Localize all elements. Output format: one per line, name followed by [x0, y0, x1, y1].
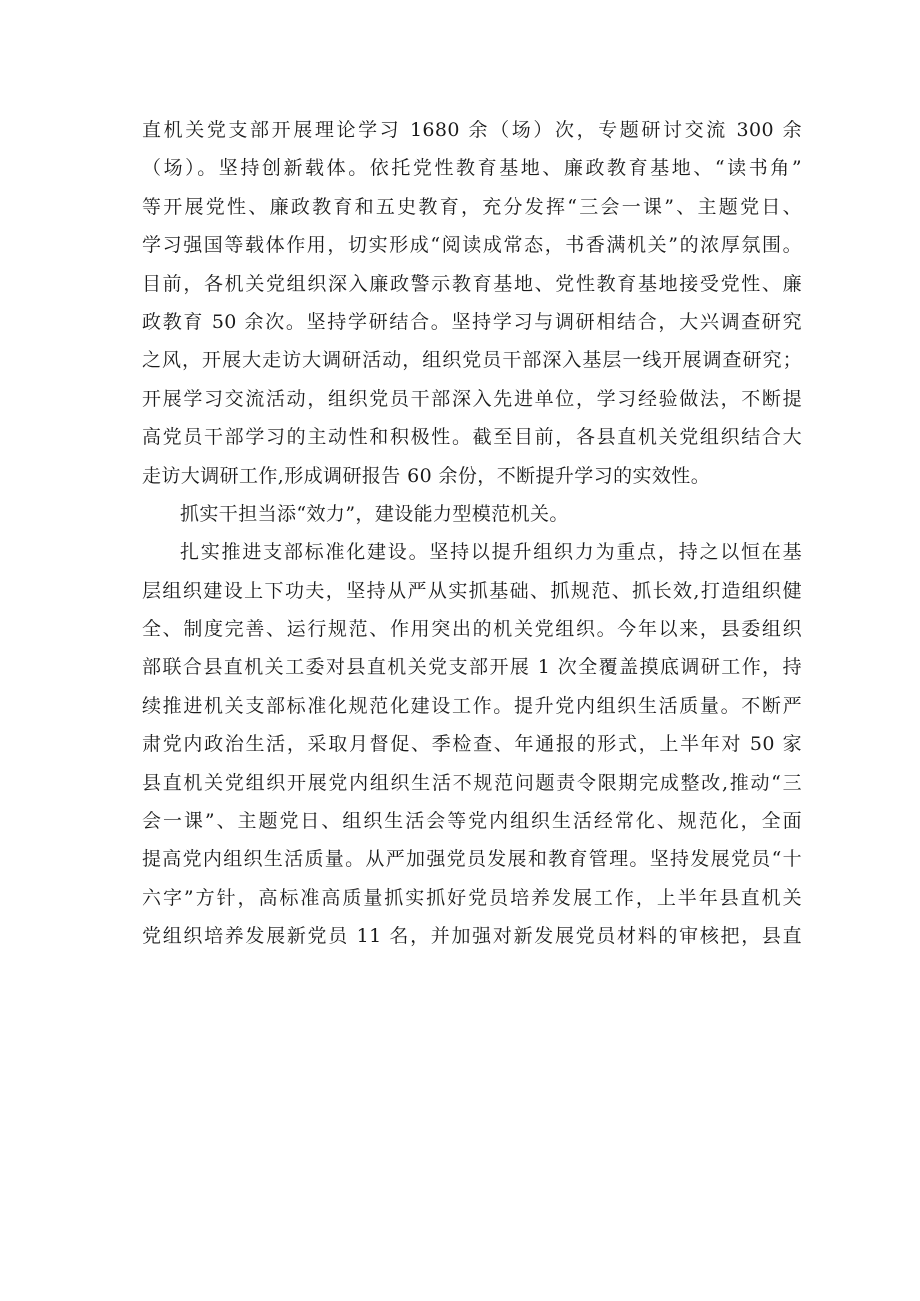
paragraph-first-line: 扎实推进支部标准化建设。坚持以提升组织力为重点，持之以恒在基	[180, 541, 802, 564]
text-line: 目前，各机关党组织深入廉政警示教育基地、党性教育基地接受党性、廉	[142, 272, 802, 295]
document-body	[142, 111, 802, 956]
text-line: 肃党内政治生活，采取月督促、季检查、年通报的形式，上半年对 50 家	[142, 733, 802, 756]
section-heading: 抓实干担当添“效力”，建设能力型模范机关。	[180, 502, 569, 525]
text-line: 走访大调研工作,形成调研报告 60 余份，不断提升学习的实效性。	[142, 464, 711, 487]
text-line: 会一课”、主题党日、组织生活会等党内组织生活经常化、规范化，全面	[142, 810, 802, 833]
text-line: 等开展党性、廉政教育和五史教育，充分发挥“三会一课”、主题党日、	[142, 195, 802, 218]
text-line: 党组织培养发展新党员 11 名，并加强对新发展党员材料的审核把，县直	[142, 925, 802, 948]
text-line: 政教育 50 余次。坚持学研结合。坚持学习与调研相结合，大兴调查研究	[142, 310, 802, 333]
text-line: 续推进机关支部标准化规范化建设工作。提升党内组织生活质量。不断严	[142, 694, 802, 717]
text-line: 开展学习交流活动，组织党员干部深入先进单位，学习经验做法，不断提	[142, 387, 802, 410]
text-line: 部联合县直机关工委对县直机关党支部开展 1 次全覆盖摸底调研工作，持	[142, 656, 802, 679]
text-line: 层组织建设上下功夫，坚持从严从实抓基础、抓规范、抓长效,打造组织健	[142, 579, 802, 602]
text-line: 直机关党支部开展理论学习 1680 余（场）次，专题研讨交流 300 余	[142, 119, 802, 141]
text-line: 六字”方针，高标准高质量抓实抓好党员培养发展工作，上半年县直机关	[142, 886, 802, 909]
text-line: （场）。坚持创新载体。依托党性教育基地、廉政教育基地、“读书角”	[142, 157, 802, 180]
text-line: 学习强国等载体作用，切实形成“阅读成常态，书香满机关”的浓厚氛围。	[142, 234, 802, 257]
text-line: 提高党内组织生活质量。从严加强党员发展和教育管理。坚持发展党员“十	[142, 848, 802, 871]
text-line: 全、制度完善、运行规范、作用突出的机关党组织。今年以来，县委组织	[142, 618, 802, 641]
text-line: 高党员干部学习的主动性和积极性。截至目前，各县直机关党组织结合大	[142, 426, 802, 449]
text-line: 县直机关党组织开展党内组织生活不规范问题责令限期完成整改,推动“三	[142, 771, 802, 794]
text-line: 之风，开展大走访大调研活动，组织党员干部深入基层一线开展调查研究；	[142, 349, 802, 372]
